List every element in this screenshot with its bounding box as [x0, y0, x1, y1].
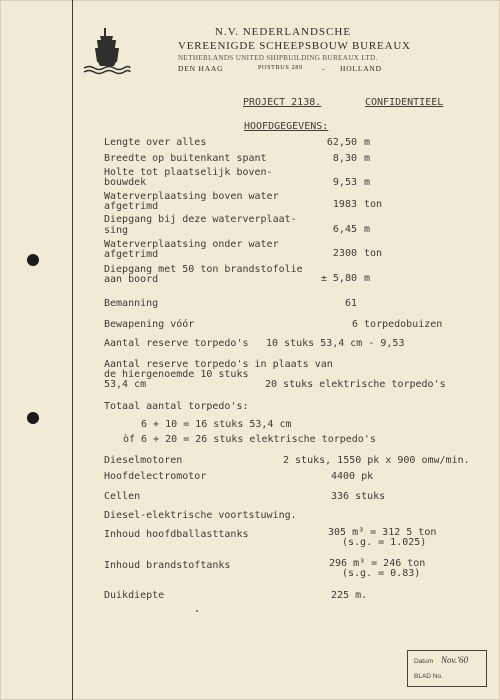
bewapening-value: 6 torpedobuizen [352, 319, 443, 330]
spec-value: 8,30 [332, 153, 357, 164]
dieselmotoren-value: 2 stuks, 1550 pk x 900 omw/min. [283, 455, 470, 466]
letterhead-line2: VEREENIGDE SCHEEPSBOUW BUREAUX [178, 40, 411, 52]
spec-value: 6,45 [332, 224, 357, 235]
spec-label: afgetrimd [104, 201, 159, 212]
reserve-alt-label: de hiergenoemde 10 stuks [104, 369, 249, 380]
duikdiepte-value: 225 m. [331, 590, 368, 601]
letterhead-dash: - [322, 64, 325, 73]
letterhead-line3: NETHERLANDS UNITED SHIPBUILDING BUREAUX LTD. [178, 54, 378, 62]
ballast-line1: 305 m³ = 312 5 ton [328, 527, 437, 538]
spec-label: aan boord [104, 274, 159, 285]
datum-stamp [407, 650, 487, 687]
letterhead-city: DEN HAAG [178, 64, 224, 73]
spec-label: Holte tot plaatselijk boven- [104, 167, 273, 178]
totaal-line2: òf 6 + 20 = 26 stuks elektrische torpedo's [123, 434, 376, 445]
hoofdelectromotor-label: Hoofdelectromotor [104, 471, 207, 482]
confidential-label: CONFIDENTIEEL [365, 97, 444, 108]
brandstof-line1: 296 m³ = 246 ton [329, 558, 426, 569]
reserve-alt-label: Aantal reserve torpedo's in plaats van [104, 359, 333, 370]
spec-label: Breedte op buitenkant spant [104, 153, 267, 164]
reserve-value: 10 stuks 53,4 cm - 9,53 [266, 338, 405, 349]
spec-unit: m [364, 224, 371, 235]
ship-logo-icon [82, 22, 132, 77]
spec-label: Diepgang met 50 ton brandstofolie [104, 264, 303, 275]
spec-value: ± 5,80 [320, 273, 357, 284]
hoofdelectromotor-value: 4400 pk [331, 471, 374, 482]
section-title: HOOFDGEGEVENS: [244, 121, 329, 132]
reserve-alt-label: 53,4 cm [104, 379, 147, 390]
letterhead-line1: N.V. NEDERLANDSCHE [215, 26, 352, 38]
cellen-value: 336 stuks [331, 491, 386, 502]
totaal-label: Totaal aantal torpedo's: [104, 401, 249, 412]
duikdiepte-label: Duikdiepte [104, 590, 165, 601]
spec-label: sing [104, 225, 129, 236]
punch-hole [27, 254, 39, 266]
spec-value: 9,53 [332, 177, 357, 188]
ink-dot [196, 610, 198, 612]
spec-label: Waterverplaatsing onder water [104, 239, 279, 250]
letterhead-country: HOLLAND [340, 64, 382, 73]
spec-unit: m [364, 273, 371, 284]
ballast-line2: (s.g. = 1.025) [342, 537, 427, 548]
project-number: PROJECT 2138. [243, 97, 322, 108]
spec-label: Lengte over alles [104, 137, 207, 148]
datum-label: Datum [414, 658, 434, 665]
punch-hole [27, 412, 39, 424]
spec-label: Waterverplaatsing boven water [104, 191, 279, 202]
reserve-alt-value: 20 stuks elektrische torpedo's [265, 379, 446, 390]
spec-value: 62,50 [326, 137, 357, 148]
totaal-line1: 6 + 10 = 16 stuks 53,4 cm [141, 419, 292, 430]
blad-label: BLAD No. [414, 673, 443, 680]
datum-value: Nov.'60 [441, 655, 469, 665]
margin-line [72, 0, 73, 700]
spec-label: Diepgang bij deze waterverplaat- [104, 214, 297, 225]
cellen-label: Cellen [104, 491, 141, 502]
bemanning-value: 61 [345, 298, 358, 309]
brandstof-label: Inhoud brandstoftanks [104, 560, 231, 571]
brandstof-line2: (s.g. = 0.83) [342, 568, 421, 579]
spec-label: afgetrimd [104, 249, 159, 260]
spec-unit: m [364, 177, 371, 188]
bemanning-label: Bemanning [104, 298, 159, 309]
letterhead-postbus: POSTBUS 289 [258, 64, 303, 71]
ballast-label: Inhoud hoofdballasttanks [104, 529, 249, 540]
spec-value: 1983 [332, 199, 357, 210]
bewapening-label: Bewapening vóór [104, 319, 195, 330]
spec-unit: m [364, 153, 371, 164]
reserve-label: Aantal reserve torpedo's [104, 338, 249, 349]
spec-label: bouwdek [104, 177, 147, 188]
dieselmotoren-label: Dieselmotoren [104, 455, 183, 466]
spec-value: 2300 [332, 248, 357, 259]
spec-unit: ton [364, 248, 383, 259]
spec-unit: m [364, 137, 371, 148]
voortstuwing-text: Diesel-elektrische voortstuwing. [104, 510, 297, 521]
spec-unit: ton [364, 199, 383, 210]
